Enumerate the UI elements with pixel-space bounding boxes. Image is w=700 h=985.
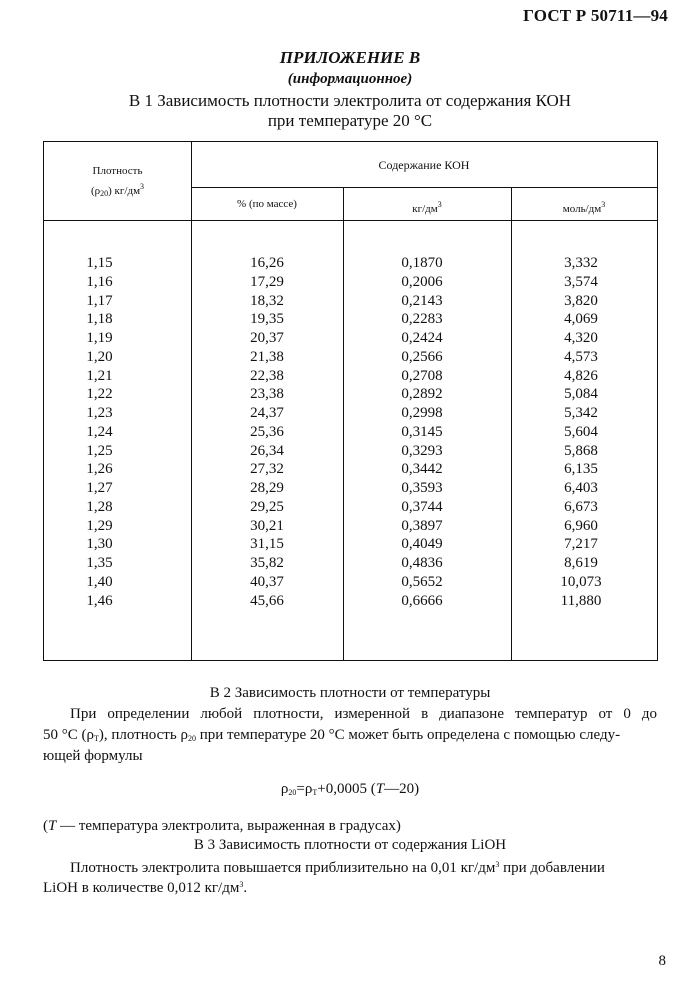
table-cell: 1,40 — [86, 573, 113, 590]
table-cell: 1,15 — [86, 255, 113, 271]
appendix-subtitle: (информационное) — [287, 71, 413, 87]
s2-l2-a: 50 °С (ρ — [43, 727, 94, 743]
table-cell: 1,19 — [86, 330, 113, 346]
section2-paragraph-line3: ющей формулы — [43, 748, 143, 764]
table-cell: 4,826 — [564, 367, 598, 384]
table-cell: 3,332 — [564, 255, 598, 271]
s3-l2-tail: . — [243, 880, 248, 896]
formula-end: —20) — [384, 781, 420, 797]
header-density-rho: ρ — [94, 185, 101, 197]
header-kg-dm3 — [343, 197, 511, 217]
formula-mid: =ρ — [296, 781, 313, 797]
paragraph-word: измеренной — [334, 706, 411, 722]
group-header-line — [191, 187, 657, 188]
header-density-line1: Плотность — [92, 165, 143, 177]
section2-paragraph-line1 — [70, 704, 657, 724]
table-cell: 31,15 — [250, 536, 284, 553]
standard-code: ГОСТ Р 50711—94 — [523, 6, 668, 25]
table-cell: 5,604 — [564, 423, 598, 440]
s3-l2-sup: 3 — [239, 880, 244, 889]
page-number: 8 — [658, 953, 666, 969]
table-cell: 5,342 — [564, 405, 598, 421]
table-cell: 1,23 — [86, 405, 113, 421]
header-koh-content: Содержание КОН — [378, 158, 470, 172]
header-mol-dm3 — [511, 197, 657, 217]
table-cell: 1,29 — [86, 517, 113, 534]
table-cell: 30,21 — [250, 517, 284, 534]
table-cell: 1,27 — [86, 480, 113, 496]
density-table — [43, 141, 658, 661]
table-cell: 20,37 — [250, 330, 284, 346]
table-cell: 1,35 — [86, 555, 113, 571]
table-cell: 11,880 — [560, 592, 602, 609]
paragraph-word: плотности, — [253, 706, 324, 722]
table-cell: 0,2143 — [401, 292, 443, 309]
table-cell: 5,084 — [564, 386, 598, 403]
table-cell: 19,35 — [250, 311, 284, 328]
table-cell: 6,403 — [564, 480, 598, 496]
paragraph-word: в — [421, 706, 429, 722]
s2-l2-c: при температуре 20 °С может быть определена с помощью следу- — [195, 727, 621, 743]
header-density-sub: 20 — [100, 189, 109, 198]
section1-title-line2: при температуре 20 °С — [267, 111, 433, 130]
header-kg-dm3-text: кг/дм — [412, 203, 438, 215]
table-cell: 17,29 — [250, 273, 284, 290]
table-cell: 4,320 — [564, 330, 598, 346]
table-cell: 28,29 — [250, 480, 284, 496]
table-cell: 8,619 — [564, 555, 598, 571]
table-cell: 0,6666 — [401, 592, 443, 609]
paragraph-word: определении — [107, 706, 190, 722]
table-cell: 0,3593 — [401, 480, 443, 496]
paragraph-word: диапазоне — [439, 706, 504, 722]
note-T: T — [48, 818, 57, 834]
table-cell: 0,2424 — [401, 330, 443, 346]
table-cell: 0,3744 — [401, 498, 443, 515]
table-cell: 0,2998 — [401, 405, 443, 421]
table-cell: 1,16 — [86, 273, 113, 290]
table-cell: 18,32 — [250, 292, 284, 309]
s2-l2-b-sub: 20 — [187, 734, 196, 743]
header-kg-dm3-sup: 3 — [437, 200, 442, 209]
table-cell: 1,21 — [86, 367, 113, 384]
table-cell: 16,26 — [250, 255, 284, 271]
header-density-sup: 3 — [140, 182, 145, 191]
table-cell: 6,673 — [564, 498, 598, 515]
table-cell: 0,3145 — [401, 423, 443, 440]
table-cell: 22,38 — [250, 367, 284, 384]
table-cell: 35,82 — [250, 555, 284, 571]
table-cell: 26,34 — [250, 442, 284, 459]
paragraph-word: 0 — [623, 706, 631, 722]
temperature-note — [43, 816, 401, 836]
header-density — [44, 164, 191, 201]
header-mol-dm3-text: моль/дм — [562, 203, 602, 215]
section1-title-line1: В 1 Зависимость плотности электролита от содержания КОН — [128, 91, 572, 110]
table-cell: 0,2006 — [401, 273, 443, 290]
table-cell: 1,30 — [86, 536, 113, 553]
table-cell: 5,868 — [564, 442, 598, 459]
formula-rest: +0,0005 ( — [317, 781, 376, 797]
header-density-line2 — [44, 179, 191, 201]
formula-rho: ρ — [280, 781, 289, 797]
paragraph-word: температур — [514, 706, 588, 722]
table-cell: 6,960 — [564, 517, 598, 534]
table-cell: 6,135 — [564, 461, 598, 478]
table-cell: 0,2708 — [401, 367, 443, 384]
table-cell: 0,3897 — [401, 517, 443, 534]
header-density-pre: ( — [90, 185, 95, 197]
s2-l2-b: ), плотность ρ — [98, 727, 188, 743]
table-cell: 29,25 — [250, 498, 284, 515]
table-cell: 4,069 — [564, 311, 598, 328]
s3-l2-text: LiOH в количестве 0,012 кг/дм — [43, 880, 240, 896]
table-cell: 40,37 — [250, 573, 284, 590]
header-percent: % (по массе) — [237, 198, 297, 210]
table-cell: 21,38 — [250, 348, 284, 365]
section2-title: В 2 Зависимость плотности от температуры — [209, 685, 491, 701]
paragraph-word: до — [641, 706, 657, 722]
table-cell: 25,36 — [250, 423, 284, 440]
section3-title: В 3 Зависимость плотности от содержания LiOH — [193, 837, 507, 853]
appendix-title: ПРИЛОЖЕНИЕ В — [279, 48, 421, 67]
paragraph-word: При — [70, 706, 97, 722]
section3-paragraph-line2 — [43, 875, 247, 898]
note-rest: — температура электролита, выраженная в градусах) — [56, 818, 401, 834]
s3-l1-sup: 3 — [495, 860, 500, 869]
table-cell: 1,20 — [86, 348, 113, 365]
header-mol-dm3-sup: 3 — [601, 200, 606, 209]
note-open: ( — [43, 818, 48, 834]
table-cell: 0,2892 — [401, 386, 443, 403]
table-cell: 0,3293 — [401, 442, 443, 459]
table-cell: 1,26 — [86, 461, 113, 478]
table-cell: 0,4836 — [401, 555, 443, 571]
density-formula — [0, 779, 700, 803]
table-cell: 0,4049 — [401, 536, 443, 553]
table-cell: 23,38 — [250, 386, 284, 403]
table-cell: 1,17 — [86, 292, 113, 309]
table-cell: 27,32 — [250, 461, 284, 478]
table-cell: 0,3442 — [401, 461, 443, 478]
header-density-post: ) кг/дм — [108, 185, 141, 197]
table-cell: 0,5652 — [401, 573, 443, 590]
table-cell: 1,25 — [86, 442, 113, 459]
formula-T: T — [375, 781, 385, 797]
s3-l1-tail: при добавлении — [499, 860, 605, 876]
formula-sub2: T — [312, 788, 318, 797]
s2-l2-a-sub: T — [93, 734, 99, 743]
paragraph-word: от — [598, 706, 613, 722]
table-cell: 1,24 — [86, 423, 113, 440]
table-cell: 7,217 — [564, 536, 598, 553]
header-bottom-line — [44, 220, 657, 221]
table-cell: 0,1870 — [401, 255, 443, 271]
table-cell: 3,820 — [564, 292, 598, 309]
s3-l1-text: Плотность электролита повышается приблизительно на 0,01 кг/дм — [70, 860, 496, 876]
table-cell: 45,66 — [250, 592, 284, 609]
table-cell: 1,18 — [86, 311, 113, 328]
formula-sub1: 20 — [288, 788, 297, 797]
table-cell: 10,073 — [560, 573, 602, 590]
table-cell: 3,574 — [564, 273, 598, 290]
table-cell: 4,573 — [564, 348, 598, 365]
paragraph-word: любой — [200, 706, 243, 722]
table-cell: 24,37 — [250, 405, 284, 421]
table-cell: 1,28 — [86, 498, 113, 515]
table-cell: 0,2283 — [401, 311, 443, 328]
table-cell: 0,2566 — [401, 348, 443, 365]
table-cell: 1,46 — [86, 592, 113, 609]
table-cell: 1,22 — [86, 386, 113, 403]
